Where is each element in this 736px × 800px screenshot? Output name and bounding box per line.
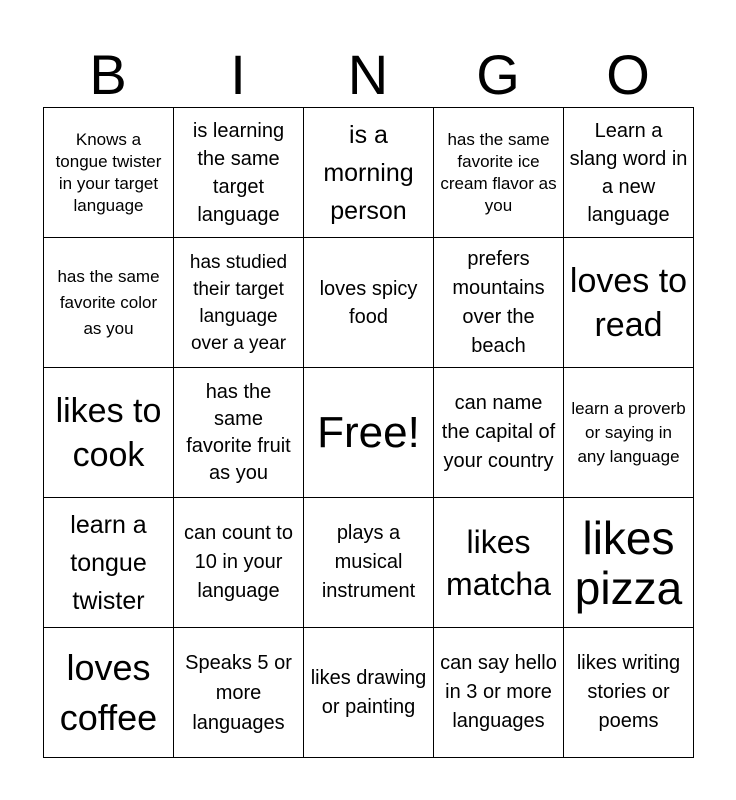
cell-text: prefers mountains over the beach — [452, 247, 545, 357]
cell-text: likes matcha — [446, 523, 551, 602]
cell-text: Knows a tongue twister in your target language — [55, 129, 162, 215]
bingo-cell-r5c2[interactable] — [174, 628, 304, 758]
cell-text: Speaks 5 or more languages — [185, 651, 292, 734]
cell-text: has the same favorite ice cream flavor as you — [440, 129, 557, 215]
bingo-cell-r3c2[interactable] — [174, 368, 304, 498]
cell-text: loves to read — [569, 261, 688, 344]
cell-text: loves coffee — [59, 646, 158, 738]
cell-text: can count to 10 in your language — [184, 522, 293, 602]
bingo-cell-r5c3[interactable] — [304, 628, 434, 758]
bingo-cell-r5c4[interactable] — [434, 628, 564, 758]
bingo-cell-r1c2[interactable] — [174, 108, 304, 238]
cell-text: likes to cook — [55, 391, 162, 474]
bingo-cell-r1c1[interactable] — [44, 108, 174, 238]
header-letter-o: O — [606, 43, 650, 106]
bingo-cell-r3c1[interactable] — [44, 368, 174, 498]
cell-text: plays a musical instrument — [321, 522, 416, 602]
bingo-cell-r4c3[interactable] — [304, 498, 434, 628]
bingo-cell-r4c5[interactable] — [564, 498, 694, 628]
bingo-cell-r1c3[interactable] — [304, 108, 434, 238]
bingo-cell-r2c5[interactable] — [564, 238, 694, 368]
cell-text: is a morning person — [323, 120, 414, 225]
cell-text: likes writing stories or poems — [576, 652, 681, 732]
cell-text: learn a tongue twister — [70, 510, 147, 615]
cell-text: has the same favorite color as you — [57, 266, 160, 338]
bingo-cell-r3c5[interactable] — [564, 368, 694, 498]
header-letter-g: G — [476, 43, 520, 106]
bingo-header — [43, 42, 693, 108]
bingo-cell-r1c4[interactable] — [434, 108, 564, 238]
cell-text: Learn a slang word in a new language — [569, 119, 688, 226]
header-letter-i: I — [230, 43, 246, 106]
header-letter-n: N — [347, 43, 389, 106]
bingo-cell-r2c4[interactable] — [434, 238, 564, 368]
cell-text: Free! — [317, 407, 420, 457]
bingo-cell-r4c1[interactable] — [44, 498, 174, 628]
cell-text: likes pizza — [574, 511, 683, 614]
cell-text: likes drawing or painting — [310, 666, 427, 718]
bingo-cell-r5c5[interactable] — [564, 628, 694, 758]
cell-text: has the same favorite fruit as you — [186, 380, 291, 484]
bingo-cell-r2c1[interactable] — [44, 238, 174, 368]
bingo-cell-r2c2[interactable] — [174, 238, 304, 368]
bingo-cell-r4c2[interactable] — [174, 498, 304, 628]
header-letter-b: B — [89, 43, 127, 106]
cell-text: is learning the same target language — [192, 119, 285, 226]
cell-text: can name the capital of your country — [441, 392, 556, 472]
bingo-board — [43, 107, 694, 758]
cell-text: learn a proverb or saying in any language — [571, 398, 686, 466]
bingo-cell-r1c5[interactable] — [564, 108, 694, 238]
bingo-cell-r5c1[interactable] — [44, 628, 174, 758]
cell-text: can say hello in 3 or more languages — [440, 652, 557, 732]
bingo-cell-r3c3[interactable] — [304, 368, 434, 498]
cell-text: has studied their target language over a year — [189, 251, 288, 354]
bingo-cell-r2c3[interactable] — [304, 238, 434, 368]
cell-text: loves spicy food — [319, 277, 418, 328]
bingo-cell-r4c4[interactable] — [434, 498, 564, 628]
bingo-cell-r3c4[interactable] — [434, 368, 564, 498]
